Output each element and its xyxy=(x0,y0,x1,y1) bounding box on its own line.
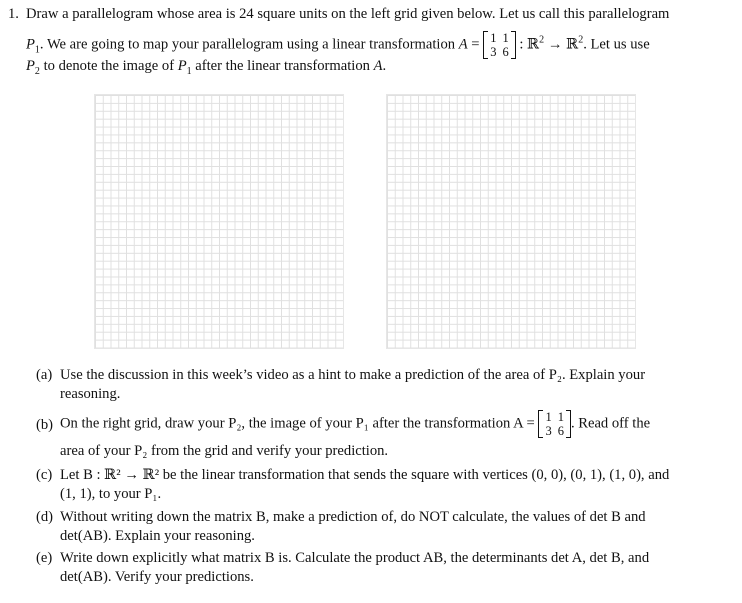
part-label: (e) xyxy=(36,550,53,566)
left-grid[interactable] xyxy=(94,94,344,349)
part-a-line-2: reasoning. xyxy=(60,386,121,402)
matrix-a-cell: 1 xyxy=(545,410,552,424)
part-c-line-2: (1, 1), to your P₁. xyxy=(60,486,162,502)
problem-line-3-text: after the linear transformation xyxy=(191,58,374,74)
problem-line-2-end: . Let us use xyxy=(583,36,650,53)
problem-line-3 xyxy=(26,57,386,75)
matrix-a xyxy=(483,31,516,59)
problem-number: 1. xyxy=(8,6,19,22)
matrix-a xyxy=(538,410,571,438)
part-b-text: On the right grid, draw your P₂, the image of your P₁ after the transformation A = xyxy=(60,415,535,432)
matrix-a-cell: 3 xyxy=(545,424,552,438)
matrix-a-cell: 6 xyxy=(502,45,509,59)
period: . xyxy=(382,58,387,74)
part-label: (d) xyxy=(36,509,54,525)
p2-symbol: P xyxy=(26,58,35,74)
matrix-a-cell: 3 xyxy=(490,45,497,59)
problem-line-2 xyxy=(26,31,650,59)
part-d-line-2: det(AB). Explain your reasoning. xyxy=(60,528,255,544)
part-b-line-1 xyxy=(60,410,650,438)
matrix-a-cell: 1 xyxy=(490,31,497,45)
right-grid[interactable] xyxy=(386,94,636,349)
superscript-2: 2 xyxy=(578,34,584,46)
part-d-line-1: Without writing down the matrix B, make a prediction of, do NOT calculate, the values of det B and xyxy=(60,509,646,525)
part-a xyxy=(36,366,704,406)
part-e-line-1: Write down explicitly what matrix B is. Calculate the product AB, the determinants det A, det B, and xyxy=(60,550,650,566)
part-label: (c) xyxy=(36,467,53,483)
equals-sign: = xyxy=(467,36,484,53)
part-label: (b) xyxy=(36,417,54,433)
problem-line-3-text: to denote the image of xyxy=(39,58,178,74)
part-c-line-1: Let B : ℝ² → ℝ² be the linear transformation that sends the square with vertices (0, 0), (0, 1), (1, 0), and xyxy=(60,467,670,483)
p1-subscript: 1 xyxy=(186,65,192,77)
part-b-text-end: . Read off the xyxy=(570,415,651,432)
problem-line-2-text: . We are going to map your parallelogram using a linear transformation xyxy=(39,36,459,53)
matrix-a-symbol: A xyxy=(458,36,468,53)
p1-subscript: 1 xyxy=(34,44,40,56)
superscript-2: 2 xyxy=(539,34,545,46)
problem-line-1: Draw a parallelogram whose area is 24 square units on the left grid given below. Let us call this parallelogram xyxy=(26,6,670,22)
part-b-line-2: area of your P₂ from the grid and verify your prediction. xyxy=(60,443,389,459)
p2-subscript: 2 xyxy=(34,65,40,77)
part-e xyxy=(36,549,704,589)
matrix-a-cell: 1 xyxy=(557,410,564,424)
part-b xyxy=(36,408,704,459)
part-label: (a) xyxy=(36,367,53,383)
part-d xyxy=(36,508,704,548)
codomain-r2: → ℝ xyxy=(544,36,579,53)
p1-symbol: P xyxy=(177,58,187,74)
part-e-line-2: det(AB). Verify your predictions. xyxy=(60,569,254,585)
part-c xyxy=(36,466,704,506)
matrix-a-symbol: A xyxy=(373,58,383,74)
matrix-a-cell: 1 xyxy=(502,31,509,45)
p1-symbol: P xyxy=(26,36,35,53)
matrix-a-cell: 6 xyxy=(557,424,564,438)
part-a-line-1: Use the discussion in this week’s video as a hint to make a prediction of the area of P₂. Explain your xyxy=(60,367,646,383)
domain-r2: : ℝ xyxy=(515,36,540,53)
